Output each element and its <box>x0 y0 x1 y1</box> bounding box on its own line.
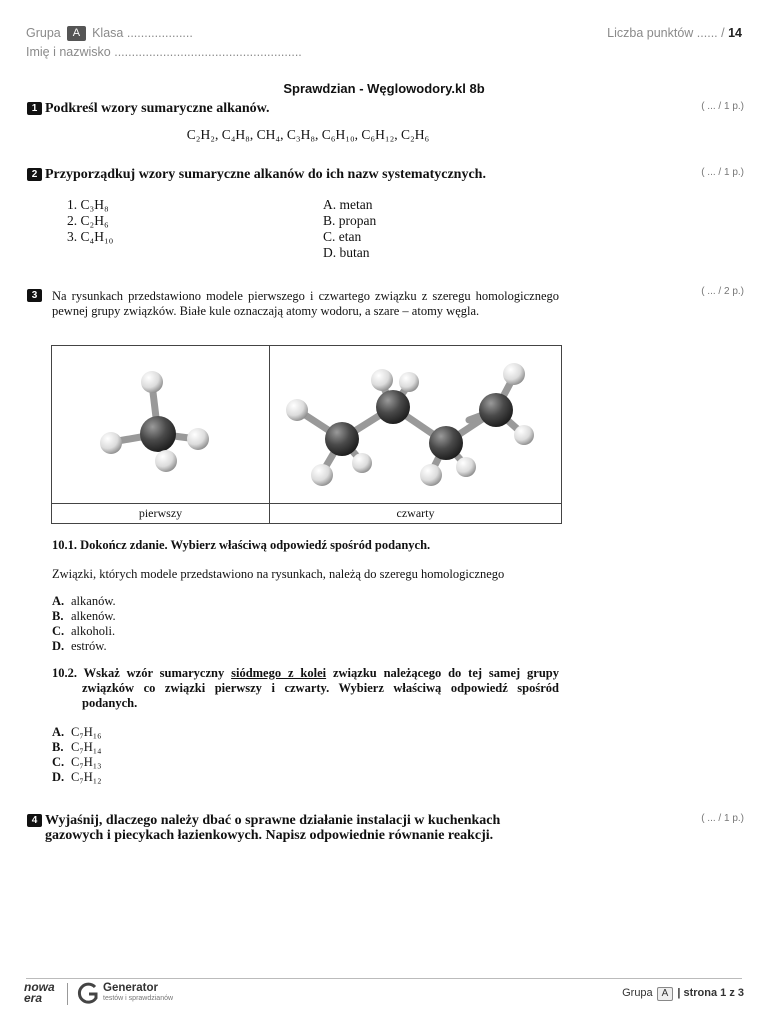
list-item: C. etan <box>323 229 362 244</box>
subquestion-10-2-options <box>52 725 101 785</box>
footer-page-info: Grupa A | strona 1 z 3 <box>622 987 744 999</box>
question-1-header <box>27 99 270 117</box>
underlined-phrase: siódmego z kolei <box>231 666 327 680</box>
butane-model <box>270 346 561 503</box>
caption-fourth: czwarty <box>396 506 435 520</box>
nowa-era-logo: nowa era <box>24 980 55 1005</box>
hydrogen-atom <box>311 464 333 486</box>
question-3-text: Na rysunkach przedstawiono modele pierwszego i czwartego związku z szeregu homologicznego pewnej grupy związków. Białe kule oznaczają atomy wodoru, a szare – atomy węgla. <box>52 289 559 318</box>
list-item: 1. C₃H₈ <box>67 197 109 212</box>
question-2-header <box>27 165 486 183</box>
list-item: 3. C₄H₁₀ <box>67 229 114 244</box>
question-2-number: 2 <box>27 168 42 181</box>
hydrogen-atom <box>187 428 209 450</box>
subquestion-10-1-stem: Związki, których modele przedstawiono na rysunkach, należą do szeregu homologicznego <box>52 567 505 581</box>
question-2-right-list <box>323 197 376 261</box>
subquestion-10-2-title: 10.2. Wskaż wzór sumaryczny siódmego z kolei związku należącego do tej samej grupy związków co związki pierwszy i czwarty. Wybierz właściwą odpowiedź spośród podanych. <box>52 666 559 710</box>
list-item: 2. C₂H₆ <box>67 213 109 228</box>
page-title: Sprawdzian - Węglowodory.kl 8b <box>283 81 485 96</box>
question-3-number-wrap <box>27 286 45 304</box>
footer-logo-divider <box>67 983 68 1005</box>
points-label: Liczba punktów <box>607 26 694 40</box>
hydrogen-atom <box>352 453 372 473</box>
hydrogen-atom <box>286 399 308 421</box>
answer-option[interactable]: D. C₇H₁₂ <box>52 770 102 784</box>
hydrogen-atom <box>420 464 442 486</box>
question-4-number: 4 <box>27 814 42 827</box>
hydrogen-atom <box>100 432 122 454</box>
hydrogen-atom <box>155 450 177 472</box>
group-label: Grupa <box>26 26 61 40</box>
list-item: D. butan <box>323 245 370 260</box>
carbon-atom <box>429 426 463 460</box>
formula-item[interactable]: C₂H₂, <box>186 127 219 142</box>
question-1-text: Podkreśl wzory sumaryczne alkanów. <box>45 101 270 116</box>
molecule-figure <box>51 345 562 524</box>
question-2-points: ( ... / 1 p.) <box>701 167 744 178</box>
formula-item[interactable]: C₃H₈, <box>286 127 319 142</box>
methane-model <box>52 346 269 503</box>
hydrogen-atom <box>371 369 393 391</box>
question-4-line1: Wyjaśnij, dlaczego należy dbać o sprawne działanie instalacji w kuchenkach <box>45 813 501 828</box>
question-2-left-list <box>67 197 113 245</box>
question-3-points: ( ... / 2 p.) <box>701 286 744 297</box>
name-field[interactable]: ...................................................... <box>114 45 302 59</box>
subquestion-10-1-options <box>52 594 116 654</box>
header-points <box>607 26 742 40</box>
carbon-atom <box>479 393 513 427</box>
hydrogen-atom <box>503 363 525 385</box>
points-total: 14 <box>728 26 742 40</box>
class-field[interactable]: ................... <box>126 26 193 40</box>
formula-item[interactable]: CH₄, <box>256 127 284 142</box>
carbon-atom <box>376 390 410 424</box>
header-group-row <box>26 26 193 41</box>
question-1-points: ( ... / 1 p.) <box>701 101 744 112</box>
hydrogen-atom <box>141 371 163 393</box>
name-label: Imię i nazwisko <box>26 45 111 59</box>
question-4-line2: gazowych i piecykach łazienkowych. Napisz odpowiednie równanie reakcji. <box>45 828 494 843</box>
list-item: A. metan <box>323 197 373 212</box>
caption-first: pierwszy <box>138 506 183 520</box>
question-4-points: ( ... / 1 p.) <box>701 813 744 824</box>
answer-option[interactable]: B. C₇H₁₄ <box>52 740 102 754</box>
points-field[interactable]: ...... <box>696 26 718 40</box>
answer-option[interactable]: C. alkoholi. <box>52 624 116 638</box>
footer-divider <box>26 978 742 979</box>
formula-item[interactable]: C₂H₆ <box>401 127 430 142</box>
question-3-number: 3 <box>27 289 42 302</box>
points-separator: / <box>721 26 725 40</box>
answer-option[interactable]: A. alkanów. <box>52 594 116 608</box>
formula-item[interactable]: C₆H₁₀, <box>321 127 359 142</box>
generator-brand: Generator testów i sprawdzianów <box>103 982 174 1002</box>
question-2-text: Przyporządkuj wzory sumaryczne alkanów do ich nazw systematycznych. <box>45 167 486 182</box>
footer-group-badge: A <box>657 987 674 1001</box>
class-label: Klasa <box>92 26 124 40</box>
hydrogen-atom <box>514 425 534 445</box>
page-number: | strona 1 z 3 <box>677 987 744 999</box>
question-4-header <box>27 811 500 829</box>
formula-item[interactable]: C₄H₈, <box>221 127 254 142</box>
list-item: B. propan <box>323 213 377 228</box>
answer-option[interactable]: B. alkenów. <box>52 609 116 623</box>
question-1-formulas <box>0 127 616 143</box>
formula-item[interactable]: C₆H₁₂, <box>361 127 398 142</box>
answer-option[interactable]: D. estrów. <box>52 639 107 653</box>
answer-option[interactable]: A. C₇H₁₆ <box>52 725 102 739</box>
header-name-row <box>26 45 302 59</box>
question-1-number: 1 <box>27 102 42 115</box>
subquestion-10-1-title: 10.1. Dokończ zdanie. Wybierz właściwą odpowiedź spośród podanych. <box>52 538 431 552</box>
figure-caption-line <box>52 503 561 504</box>
generator-logo-icon <box>77 982 99 1006</box>
carbon-atom <box>140 416 176 452</box>
hydrogen-atom <box>399 372 419 392</box>
answer-option[interactable]: C. C₇H₁₃ <box>52 755 102 769</box>
carbon-atom <box>325 422 359 456</box>
hydrogen-atom <box>456 457 476 477</box>
group-badge: A <box>67 26 86 41</box>
